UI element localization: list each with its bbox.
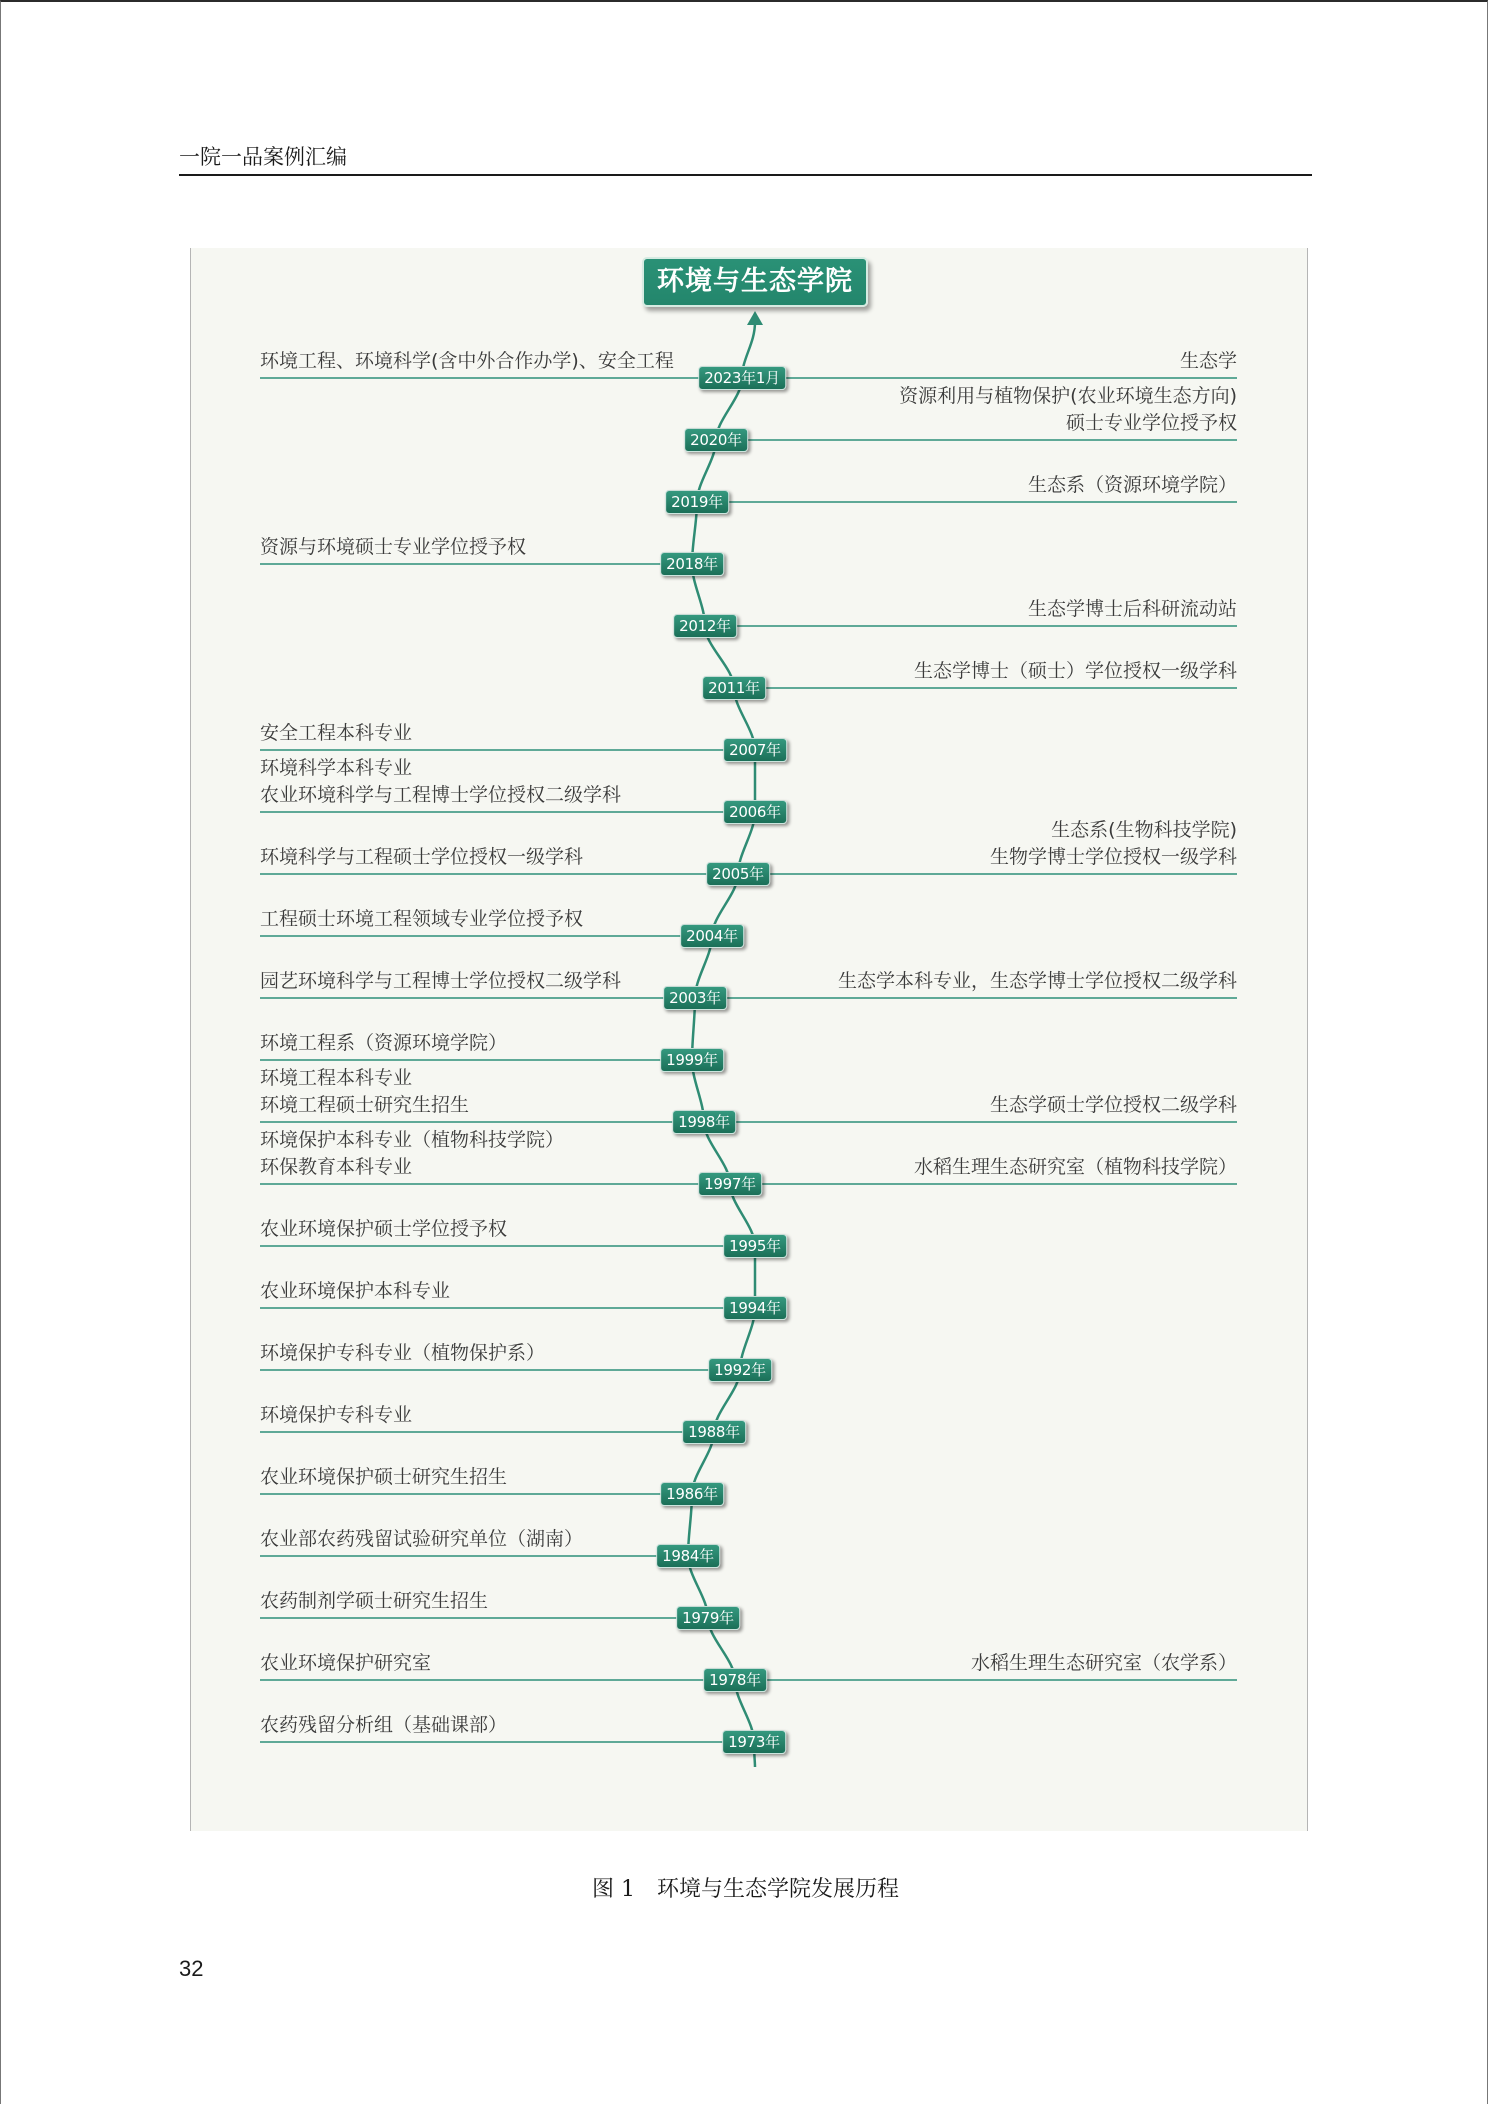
event-text-line: 生态学 xyxy=(1179,350,1237,372)
event-text-line: 农药制剂学硕士研究生招生 xyxy=(260,1590,489,1612)
right-event-label xyxy=(971,1650,1237,1677)
connector-line-left xyxy=(260,563,692,565)
event-text-line: 环保教育本科专业 xyxy=(260,1156,413,1178)
right-event-label xyxy=(1180,348,1237,375)
event-text-line: 农业环境保护硕士研究生招生 xyxy=(260,1466,508,1488)
year-badge: 1992年 xyxy=(708,1358,772,1382)
connector-line-left xyxy=(260,1369,740,1371)
connector-line-left xyxy=(260,935,712,937)
left-event-label xyxy=(260,1464,507,1491)
right-event-label xyxy=(899,383,1237,437)
connector-line-left xyxy=(260,811,755,813)
event-text-line: 园艺环境科学与工程博士学位授权二级学科 xyxy=(260,970,622,992)
connector-line-right xyxy=(705,625,1237,627)
connector-line-left xyxy=(260,1121,704,1123)
connector-line-left xyxy=(260,1431,714,1433)
event-text-line: 生态系（资源环境学院） xyxy=(1027,474,1237,496)
event-text-line: 农业环境科学与工程博士学位授权二级学科 xyxy=(260,784,622,806)
timeline-diagram xyxy=(1,2,1488,2104)
left-event-label xyxy=(260,1526,583,1553)
left-event-label xyxy=(260,1650,431,1677)
event-text-line: 环境科学与工程硕士学位授权一级学科 xyxy=(260,846,584,868)
year-badge: 2018年 xyxy=(660,552,724,576)
event-text-line: 生态学本科专业，生态学博士学位授权二级学科 xyxy=(837,970,1237,992)
event-text-line: 环境保护专科专业 xyxy=(260,1404,413,1426)
event-text-line: 安全工程本科专业 xyxy=(260,722,413,744)
connector-line-left xyxy=(260,377,742,379)
left-event-label xyxy=(260,720,412,747)
connector-line-right xyxy=(738,873,1237,875)
event-text-line: 环境工程本科专业 xyxy=(260,1067,413,1089)
connector-line-left xyxy=(260,1307,755,1309)
left-event-label xyxy=(260,1588,488,1615)
event-text-line: 水稻生理生态研究室（植物科技学院） xyxy=(913,1156,1237,1178)
connector-line-right xyxy=(730,1183,1237,1185)
connector-line-right xyxy=(735,1679,1237,1681)
event-text-line: 农业部农药残留试验研究单位（湖南） xyxy=(260,1528,584,1550)
right-event-label xyxy=(914,658,1237,685)
year-badge: 1986年 xyxy=(660,1482,724,1506)
left-event-label xyxy=(260,1127,564,1181)
running-title: 一院一品案例汇编 xyxy=(179,145,347,169)
connector-line-left xyxy=(260,1555,688,1557)
left-event-label xyxy=(260,1065,469,1119)
year-badge: 1979年 xyxy=(676,1606,740,1630)
year-badge: 1999年 xyxy=(660,1048,724,1072)
connector-line-right xyxy=(716,439,1237,441)
event-text-line: 环境保护专科专业（植物保护系） xyxy=(260,1342,546,1364)
connector-line-right xyxy=(697,501,1237,503)
year-badge: 1973年 xyxy=(722,1730,786,1754)
event-text-line: 农业环境保护硕士学位授予权 xyxy=(260,1218,508,1240)
connector-line-right xyxy=(695,997,1237,999)
right-event-label xyxy=(990,1092,1237,1119)
connector-line-right xyxy=(734,687,1237,689)
left-event-label xyxy=(260,844,583,871)
event-text-line: 农药残留分析组（基础课部） xyxy=(260,1714,508,1736)
figure-caption-text: 环境与生态学院发展历程 xyxy=(656,1877,899,1902)
left-event-label xyxy=(260,1030,507,1057)
year-badge: 1995年 xyxy=(723,1234,787,1258)
year-badge: 2023年1月 xyxy=(698,366,786,390)
event-text-line: 环境工程、环境科学(含中外合作办学)、安全工程 xyxy=(260,350,674,372)
year-badge: 2005年 xyxy=(706,862,770,886)
event-text-line: 生态学硕士学位授权二级学科 xyxy=(989,1094,1237,1116)
left-event-label xyxy=(260,755,621,809)
connector-line-left xyxy=(260,873,738,875)
left-event-label xyxy=(260,348,674,375)
event-text-line: 资源利用与植物保护(农业环境生态方向) xyxy=(899,385,1237,407)
event-text-line: 生物学博士学位授权一级学科 xyxy=(989,846,1237,868)
event-text-line: 农业环境保护本科专业 xyxy=(260,1280,451,1302)
right-event-label xyxy=(1028,472,1237,499)
connector-line-left xyxy=(260,1679,735,1681)
event-text-line: 环境保护本科专业（植物科技学院） xyxy=(260,1129,565,1151)
event-text-line: 农业环境保护研究室 xyxy=(260,1652,432,1674)
left-event-label xyxy=(260,968,621,995)
page-number: 32 xyxy=(179,1956,204,1981)
year-badge: 2006年 xyxy=(723,800,787,824)
year-badge: 2007年 xyxy=(723,738,787,762)
year-badge: 2020年 xyxy=(684,428,748,452)
event-text-line: 硕士专业学位授予权 xyxy=(1065,412,1237,434)
connector-line-left xyxy=(260,1059,692,1061)
connector-line-left xyxy=(260,997,695,999)
left-event-label xyxy=(260,1712,507,1739)
connector-line-left xyxy=(260,1493,692,1495)
year-badge: 2003年 xyxy=(663,986,727,1010)
connector-line-right xyxy=(742,377,1237,379)
event-text-line: 生态系(生物科技学院) xyxy=(1051,819,1237,841)
event-text-line: 工程硕士环境工程领域专业学位授予权 xyxy=(260,908,584,930)
connector-line-left xyxy=(260,1617,708,1619)
event-text-line: 生态学博士（硕士）学位授权一级学科 xyxy=(913,660,1237,682)
event-text-line: 环境科学本科专业 xyxy=(260,757,413,779)
connector-line-right xyxy=(704,1121,1237,1123)
event-text-line: 环境工程硕士研究生招生 xyxy=(260,1094,470,1116)
left-event-label xyxy=(260,1402,412,1429)
year-badge: 1994年 xyxy=(723,1296,787,1320)
connector-line-left xyxy=(260,1245,755,1247)
left-event-label xyxy=(260,906,583,933)
year-badge: 1997年 xyxy=(698,1172,762,1196)
right-event-label xyxy=(914,1154,1237,1181)
event-text-line: 水稻生理生态研究室（农学系） xyxy=(970,1652,1237,1674)
event-text-line: 资源与环境硕士专业学位授予权 xyxy=(260,536,527,558)
year-badge: 2011年 xyxy=(702,676,766,700)
event-text-line: 生态学博士后科研流动站 xyxy=(1027,598,1237,620)
left-event-label xyxy=(260,534,526,561)
figure-title-box: 环境与生态学院 xyxy=(642,257,868,307)
year-badge: 1988年 xyxy=(682,1420,746,1444)
left-event-label xyxy=(260,1278,450,1305)
year-badge: 1978年 xyxy=(703,1668,767,1692)
connector-line-left xyxy=(260,1183,730,1185)
connector-line-left xyxy=(260,1741,754,1743)
left-event-label xyxy=(260,1216,507,1243)
right-event-label xyxy=(1028,596,1237,623)
right-event-label xyxy=(990,817,1237,871)
figure-number: 图 1 xyxy=(591,1877,635,1902)
connector-line-left xyxy=(260,749,755,751)
year-badge: 2012年 xyxy=(673,614,737,638)
year-badge: 1998年 xyxy=(672,1110,736,1134)
right-event-label xyxy=(838,968,1237,995)
left-event-label xyxy=(260,1340,545,1367)
year-badge: 2019年 xyxy=(665,490,729,514)
year-badge: 2004年 xyxy=(680,924,744,948)
event-text-line: 环境工程系（资源环境学院） xyxy=(260,1032,508,1054)
year-badge: 1984年 xyxy=(656,1544,720,1568)
